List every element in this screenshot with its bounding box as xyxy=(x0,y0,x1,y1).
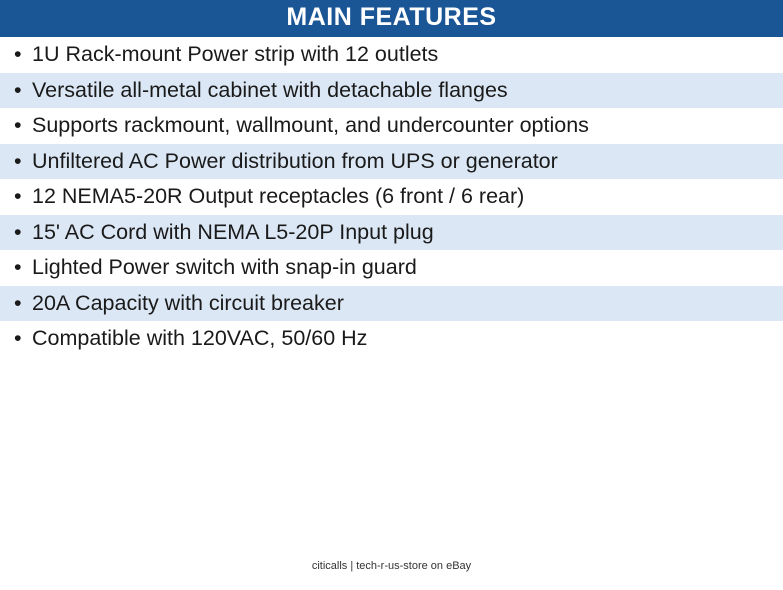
list-item-label: 20A Capacity with circuit breaker xyxy=(32,290,344,315)
list-item xyxy=(0,73,783,109)
features-list xyxy=(0,37,783,357)
bullet-icon: • xyxy=(14,326,22,350)
bullet-icon: • xyxy=(14,290,22,315)
bullet-icon: • xyxy=(14,184,22,208)
list-item xyxy=(0,321,783,357)
list-item xyxy=(0,108,783,144)
page-title: MAIN FEATURES xyxy=(0,0,783,37)
footer-attribution: citicalls | tech-r-us-store on eBay xyxy=(311,560,472,572)
list-item xyxy=(0,250,783,286)
list-item xyxy=(0,144,783,180)
bullet-icon: • xyxy=(14,113,22,137)
list-item xyxy=(0,215,783,251)
list-item-label: Supports rackmount, wallmount, and undercounter options xyxy=(32,113,589,137)
list-item xyxy=(0,179,783,215)
list-item-label: 15' AC Cord with NEMA L5-20P Input plug xyxy=(32,219,434,244)
bullet-icon: • xyxy=(14,42,22,66)
bullet-icon: • xyxy=(14,255,22,279)
list-item-label: Unfiltered AC Power distribution from UPS or generator xyxy=(32,148,558,173)
bullet-icon: • xyxy=(14,219,22,244)
bullet-icon: • xyxy=(14,148,22,173)
list-item-label: 12 NEMA5-20R Output receptacles (6 front / 6 rear) xyxy=(32,184,525,208)
list-item-label: 1U Rack-mount Power strip with 12 outlets xyxy=(32,42,439,66)
bullet-icon: • xyxy=(14,77,22,102)
list-item xyxy=(0,37,783,73)
list-item xyxy=(0,286,783,322)
list-item-label: Lighted Power switch with snap-in guard xyxy=(32,255,417,279)
list-item-label: Compatible with 120VAC, 50/60 Hz xyxy=(32,326,368,350)
list-item-label: Versatile all-metal cabinet with detachable flanges xyxy=(32,77,508,102)
